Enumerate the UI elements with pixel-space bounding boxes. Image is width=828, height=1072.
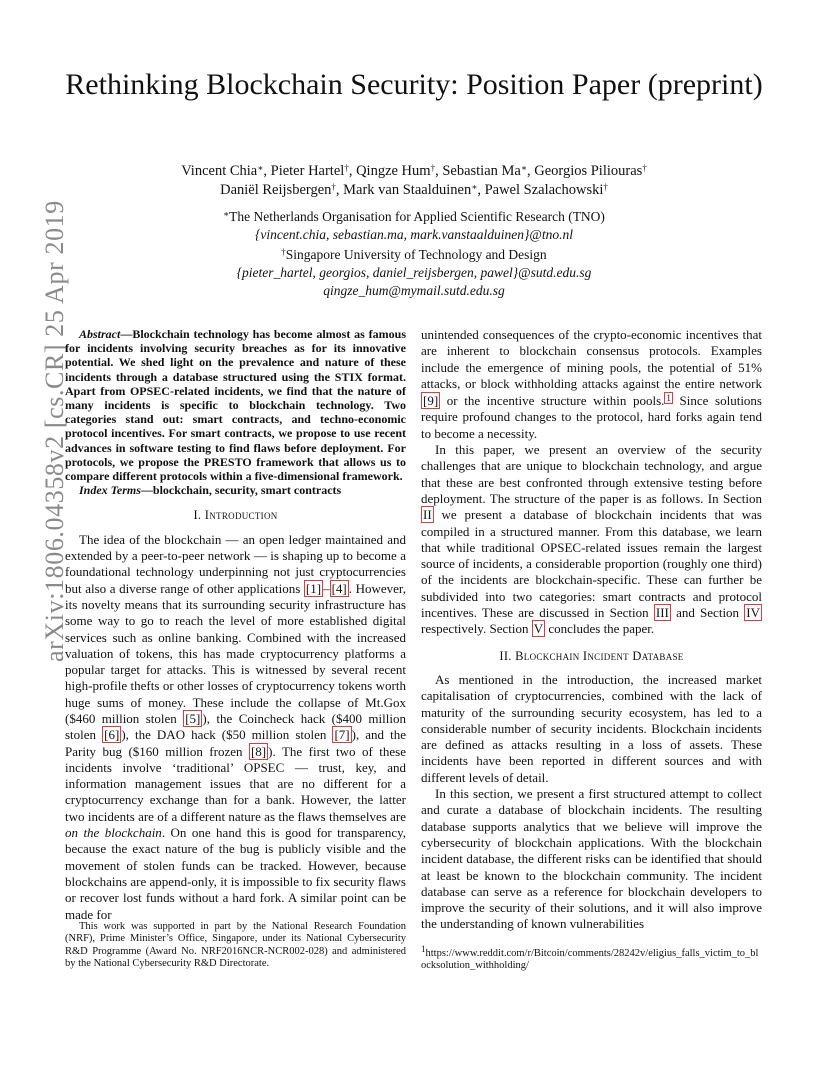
intro-paragraph-1-continued: unintended consequences of the crypto-economic incentives that are inherent to blockchain consensus protocols. Examples include the emergence of mining pools, the potential of 51% attacks, or block withholding attacks against the entire network [9] or the incentive structure within pools. $^1$ Since solutions require profound changes to the protocol, hard forks again tend to become a necessity.	[421, 327, 762, 441]
tno-emails[interactable]: {vincent.chia, sebastian.ma, mark.vanstaalduinen}@tno.nl	[255, 227, 573, 242]
database-paragraph-1: As mentioned in the introduction, the increased market capitalisation of cryptocurrencies, combined with the lack of maturity of the surrounding security ecosystem, has led to a considerable number of security incidents. Blockchain incidents are defined as attacks resulting in a loss of assets. These incidents have been reported in different sources and with different levels of detail.	[421, 671, 762, 785]
section-link[interactable]: III	[655, 605, 669, 621]
index-terms-label: Index Terms	[79, 483, 141, 498]
citation-link[interactable]: [5]	[185, 711, 201, 726]
right-column	[421, 327, 762, 933]
arxiv-identifier: arXiv:1806.04358v2 [cs.CR] 25 Apr 2019	[40, 200, 69, 662]
database-paragraph-2: In this section, we present a first structured attempt to collect and curate a database of blockchain incidents. The resulting database supports analytics that we believe will improve the cybersecurity of blockchain applications. With the blockchain incident database, the different risks can be identified that should at least be known to the blockchain community. The incident database can serve as a reference for blockchain developers to improve the security of their solutions, and it will also improve the understanding of known vulnerabilities	[421, 786, 762, 932]
section-link[interactable]: II	[423, 507, 432, 523]
author-line-1: Vincent Chia∗, Pieter Hartel†, Qingze Hum†, Sebastian Ma∗, Georgios Piliouras†	[181, 163, 647, 179]
sutd-emails[interactable]: {pieter_hartel, georgios, daniel_reijsbergen, pawel}@sutd.edu.sg	[236, 265, 592, 280]
citation-link[interactable]: [7]	[334, 727, 350, 743]
footnote	[421, 944, 762, 973]
tno-name: The Netherlands Organisation for Applied Scientific Research (TNO)	[229, 209, 605, 224]
footnote-link[interactable]: 1	[666, 393, 671, 404]
footnote-url[interactable]: https://www.reddit.com/r/Bitcoin/comments/28242v/eligius_falls_victim_to_blocksolution_withholding/	[421, 948, 759, 972]
citation-link[interactable]: [1]	[305, 580, 322, 596]
abstract-text: —Blockchain technology has become almost as famous for incidents involving security breaches as for its innovative potential. We shed light on the prevalence and nature of these incidents through a database structured using the STIX format. Apart from OPSEC-related incidents, we find that the nature of many incidents is specific to blockchain technology. Two categories stand out: smart contracts, and techno-economic protocol incentives. For smart contracts, we propose to use recent advances in software testing to find flaws before deployment. For protocols, we propose the PRESTO framework that allows us to compare different protocols within a five-dimensional framework.	[65, 327, 406, 484]
funding-note: This work was supported in part by the National Research Foundation (NRF), Prime Minister’s Office, Singapore, under its National Cybersecurity R&D Programme (Award No. NRF2016NCR-NCR002-028) and administered by the National Cybersecurity R&D Directorate.	[65, 921, 406, 970]
citation-link[interactable]: [9]	[423, 393, 439, 409]
intro-paragraph-2: In this paper, we present an overview of the security challenges that are unique to blockchain technology, and argue that these are best confronted through extensive testing before deployment. The structure of the paper is as follows. In Section II we present a database of blockchain incidents that was compiled in a structured manner. From this database, we learn that while traditional OPSEC-related issues remain the largest source of incidents, a considerable proportion (roughly one third) of the incidents are blockchain-specific. These can further be subdivided into two categories: smart contracts and protocol incentives. These are discussed in Section III and Section IV respectively. Section V concludes the paper.	[421, 442, 762, 637]
sutd-name: Singapore University of Technology and Design	[285, 247, 547, 262]
citation-link[interactable]: [4]	[331, 580, 347, 596]
sutd-email-extra[interactable]: qingze_hum@mymail.sutd.edu.sg	[323, 283, 505, 298]
author-list	[100, 162, 728, 200]
author-line-2: Daniël Reijsbergen†, Mark van Staalduinen∗, Pawel Szalachowski†	[220, 182, 608, 198]
index-terms	[65, 483, 406, 497]
citation-link[interactable]: [8]	[250, 743, 267, 759]
footnote-mark: 1	[421, 944, 426, 954]
section-link[interactable]: IV	[746, 605, 760, 621]
affiliation-tno: ∗The Netherlands Organisation for Applied Scientific Research (TNO) {vincent.chia, sebastian.ma, mark.vanstaalduinen}@tno.nl	[100, 208, 728, 244]
section-heading-incident-database: II. Blockchain Incident Database	[499, 648, 684, 663]
left-column	[65, 327, 406, 923]
paper-title: Rethinking Blockchain Security: Position Paper (preprint)	[65, 68, 763, 101]
index-terms-text: —blockchain, security, smart contracts	[140, 483, 342, 498]
section-heading-introduction: I. Introduction	[193, 508, 278, 523]
intro-paragraph-1: The idea of the blockchain — an open ledger maintained and extended by a peer-to-peer network — is shaping up to become a foundational technology underpinning not just cryptocurrencies but also a diverse range of other applications [1] – [4] . However, its novelty means that its surrounding security infrastructure has some way to go to reach the level of more established digital services such as online banking. Combined with the increased valuation of tokens, this has made cryptocurrency platforms a popular target for attacks. This is witnessed by several recent high-profile thefts or other losses of cryptocurrency tokens worth huge sums of money. These include the collapse of Mt.Gox ($460 million stolen [5] ), the Coincheck hack ($400 million stolen [6] ), the DAO hack ($50 million stolen [7] ), and the Parity bug ($160 million frozen [8] ). The first two of these incidents involve ‘traditional’ OPSEC — trust, key, and information management issues that are no different for a cryptocurrency exchange than for a bank. However, the latter two incidents are of a different nature as the flaws themselves are on the blockchain. On one hand this is good for transparency, because the exact nature of the bug is publicly visible and the movement of stolen funds can be tracked. However, because blockchains are append-only, it is impossible to fix security flaws or recover lost funds without a hard fork. A similar point can be made for	[65, 531, 407, 922]
affiliation-sutd: †Singapore University of Technology and Design {pieter_hartel, georgios, daniel_reijsbergen, pawel}@sutd.edu.sg qingze_hum@mymail.sutd.edu.sg	[100, 246, 728, 300]
abstract-label: Abstract	[79, 327, 121, 341]
section-link[interactable]: V	[533, 621, 544, 637]
citation-link[interactable]: [6]	[104, 727, 120, 743]
abstract	[65, 327, 406, 483]
